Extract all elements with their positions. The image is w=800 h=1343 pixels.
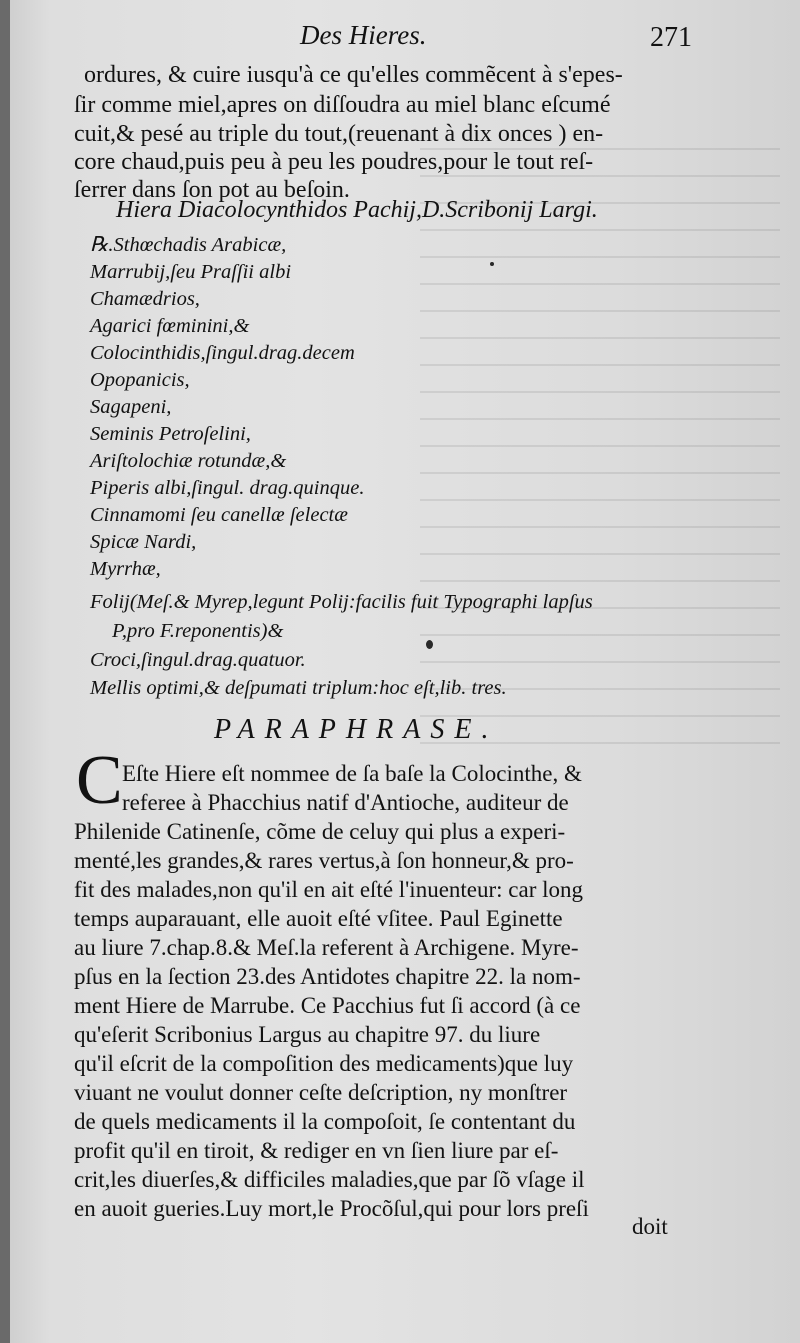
ink-spot <box>490 262 494 266</box>
running-head: Des Hieres. <box>300 20 427 50</box>
ingredient-line: Marrubij,ſeu Praſſii albi <box>90 261 292 283</box>
text-line: temps auparauant, elle auoit eſté vſitee. Paul Eginette <box>74 906 563 931</box>
ingredient-line: Spicæ Nardi, <box>90 531 197 553</box>
text-line: menté,les grandes,& rares vertus,à ſon honneur,& pro- <box>74 848 574 873</box>
ingredient-line: Croci,ſingul.drag.quatuor. <box>90 649 306 671</box>
text-line: ſir comme miel,apres on diſſoudra au miel blanc eſcumé <box>74 92 611 118</box>
ingredient-line: Seminis Petroſelini, <box>90 423 251 445</box>
text-line: cuit,& pesé au triple du tout,(reuenant à dix onces ) en- <box>74 121 604 147</box>
text-line: referee à Phacchius natif d'Antioche, auditeur de <box>122 790 569 815</box>
ink-spot <box>426 640 433 649</box>
ingredient-line: Piperis albi,ſingul. drag.quinque. <box>90 477 365 499</box>
ingredient-line: Folij(Meſ.& Myrep,legunt Polij:facilis fuit Typographi lapſus <box>90 591 593 613</box>
formula-title: Hiera Diacolocynthidos Pachij,D.Scribonij Largi. <box>116 197 598 223</box>
ingredient-line: Sagapeni, <box>90 396 172 418</box>
section-title: PARAPHRASE. <box>214 714 499 745</box>
ingredient-line: Mellis optimi,& deſpumati triplum:hoc eſt,lib. tres. <box>90 677 507 699</box>
book-page <box>10 0 800 1343</box>
ingredient-line: Ariſtolochiæ rotundæ,& <box>90 450 287 472</box>
drop-cap: C <box>76 742 123 819</box>
ingredient-line: Colocinthidis,ſingul.drag.decem <box>90 342 355 364</box>
text-line: fit des malades,non qu'il en ait eſté l'inuenteur: car long <box>74 877 584 902</box>
text-line: profit qu'il en tiroit, & rediger en vn ſien liure par eſ- <box>74 1138 559 1163</box>
ingredient-line: Opopanicis, <box>90 369 190 391</box>
text-line: qu'il eſcrit de la compoſition des medicaments)que luy <box>74 1051 574 1076</box>
text-line: crit,les diuerſes,& difficiles maladies,que par ſõ vſage il <box>74 1167 585 1192</box>
text-line: core chaud,puis peu à peu les poudres,pour le tout reſ- <box>74 149 594 175</box>
ingredient-line: ℞.Sthœchadis Arabicæ, <box>90 234 287 256</box>
text-line: qu'eſerit Scribonius Largus au chapitre 97. du liure <box>74 1022 541 1047</box>
text-line: de quels medicaments il la compoſoit, ſe contentant du <box>74 1109 576 1134</box>
text-line: en auoit gueries.Luy mort,le Procõſul,qui pour lors preſi <box>74 1196 589 1221</box>
text-line: Philenide Catinenſe, cõme de celuy qui plus a experi- <box>74 819 566 844</box>
page-number: 271 <box>650 22 692 53</box>
page-header <box>10 18 800 54</box>
text-line: ordures, & cuire iusqu'à ce qu'elles commẽcent à s'epes- <box>84 62 623 88</box>
text-line: au liure 7.chap.8.& Meſ.la referent à Archigene. Myre- <box>74 935 579 960</box>
ingredient-line: Cinnamomi ſeu canellæ ſelectæ <box>90 504 348 526</box>
text-line: viuant ne voulut donner ceſte deſcription, ny monſtrer <box>74 1080 568 1105</box>
ingredient-line: Myrrhæ, <box>90 558 161 580</box>
ingredient-line: Agarici fœminini,& <box>90 315 250 337</box>
ingredient-line: P,pro F.reponentis)& <box>112 620 284 642</box>
text-line: Eſte Hiere eſt nommee de ſa baſe la Colocinthe, & <box>122 761 582 786</box>
ingredient-line: Chamædrios, <box>90 288 200 310</box>
text-line: ſerrer dans ſon pot au beſoin. <box>74 177 350 203</box>
text-line: pſus en la ſection 23.des Antidotes chapitre 22. la nom- <box>74 964 581 989</box>
catchword: doit <box>632 1214 668 1239</box>
text-line: ment Hiere de Marrube. Ce Pacchius fut ſi accord (à ce <box>74 993 581 1018</box>
